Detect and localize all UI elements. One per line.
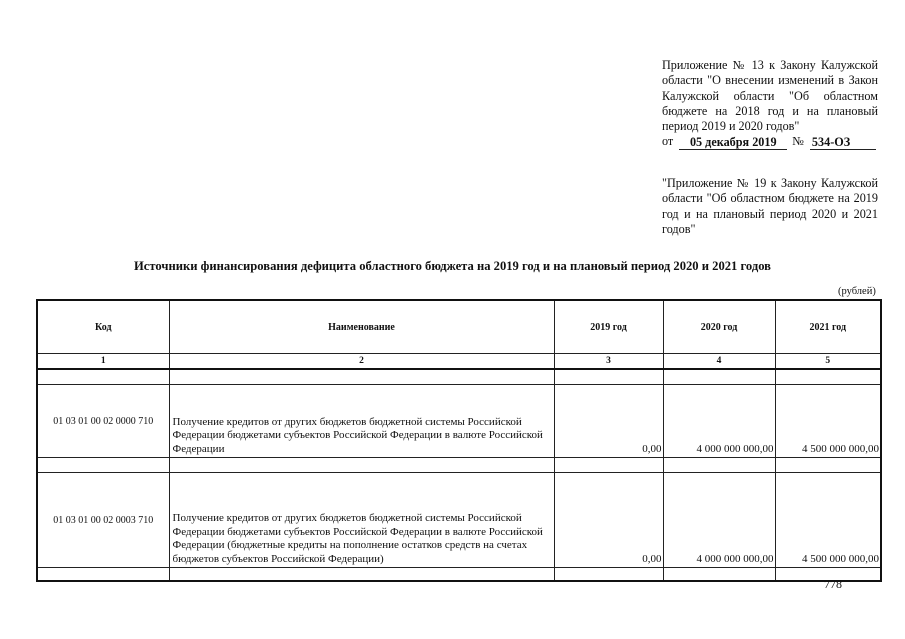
header-2021: 2021 год bbox=[775, 300, 881, 354]
row-value-2021: 4 500 000 000,00 bbox=[775, 385, 881, 458]
row-value-2021: 4 500 000 000,00 bbox=[775, 473, 881, 568]
annex-13-date-line bbox=[662, 134, 878, 149]
table-row bbox=[37, 473, 881, 568]
document-title: Источники финансирования дефицита областного бюджета на 2019 год и на плановый период 2020 и 2021 годов bbox=[134, 259, 771, 273]
header-2020: 2020 год bbox=[663, 300, 775, 354]
from-label: от bbox=[662, 134, 674, 149]
empty-row bbox=[37, 369, 881, 385]
annex-13-text: Приложение № 13 к Закону Калужской области "О внесении изменений в Закон Калужской области "Об областном бюджете на 2018 год и на плановый период 2019 и 2020 годов" bbox=[662, 58, 878, 134]
annex-19-header bbox=[662, 176, 878, 237]
column-number: 3 bbox=[554, 354, 663, 370]
row-code: 01 03 01 00 02 0000 710 bbox=[37, 385, 169, 458]
annex-19-text: "Приложение № 19 к Закону Калужской области "Об областном бюджете на 2019 год и на плановый период 2020 и 2021 годов" bbox=[662, 176, 878, 236]
row-value-2019: 0,00 bbox=[554, 473, 663, 568]
column-number: 1 bbox=[37, 354, 169, 370]
law-number: 534-ОЗ bbox=[810, 136, 876, 150]
header-code: Код bbox=[37, 300, 169, 354]
page-number: 778 bbox=[824, 577, 842, 591]
financing-table bbox=[36, 299, 882, 582]
table-row bbox=[37, 385, 881, 458]
header-2019: 2019 год bbox=[554, 300, 663, 354]
row-value-2020: 4 000 000 000,00 bbox=[663, 473, 775, 568]
empty-row bbox=[37, 568, 881, 582]
row-code: 01 03 01 00 02 0003 710 bbox=[37, 473, 169, 568]
table-header-row bbox=[37, 300, 881, 354]
row-name: Получение кредитов от других бюджетов бюджетной системы Российской Федерации бюджетами субъектов Российской Федерации в валюте Российской Федерации (бюджетные кредиты на пополнение остатков средств на счетах бюджетов субъектов Российской Федерации) bbox=[169, 473, 554, 568]
row-name: Получение кредитов от других бюджетов бюджетной системы Российской Федерации бюджетами субъектов Российской Федерации в валюте Российской Федерации bbox=[169, 385, 554, 458]
units-label: (рублей) bbox=[838, 286, 876, 297]
number-sign: № bbox=[792, 134, 804, 149]
row-value-2019: 0,00 bbox=[554, 385, 663, 458]
column-number-row bbox=[37, 354, 881, 370]
column-number: 4 bbox=[663, 354, 775, 370]
column-number: 2 bbox=[169, 354, 554, 370]
law-date: 05 декабря 2019 bbox=[679, 136, 787, 150]
empty-row bbox=[37, 458, 881, 473]
annex-13-header bbox=[662, 58, 878, 150]
header-name: Наименование bbox=[169, 300, 554, 354]
column-number: 5 bbox=[775, 354, 881, 370]
row-value-2020: 4 000 000 000,00 bbox=[663, 385, 775, 458]
